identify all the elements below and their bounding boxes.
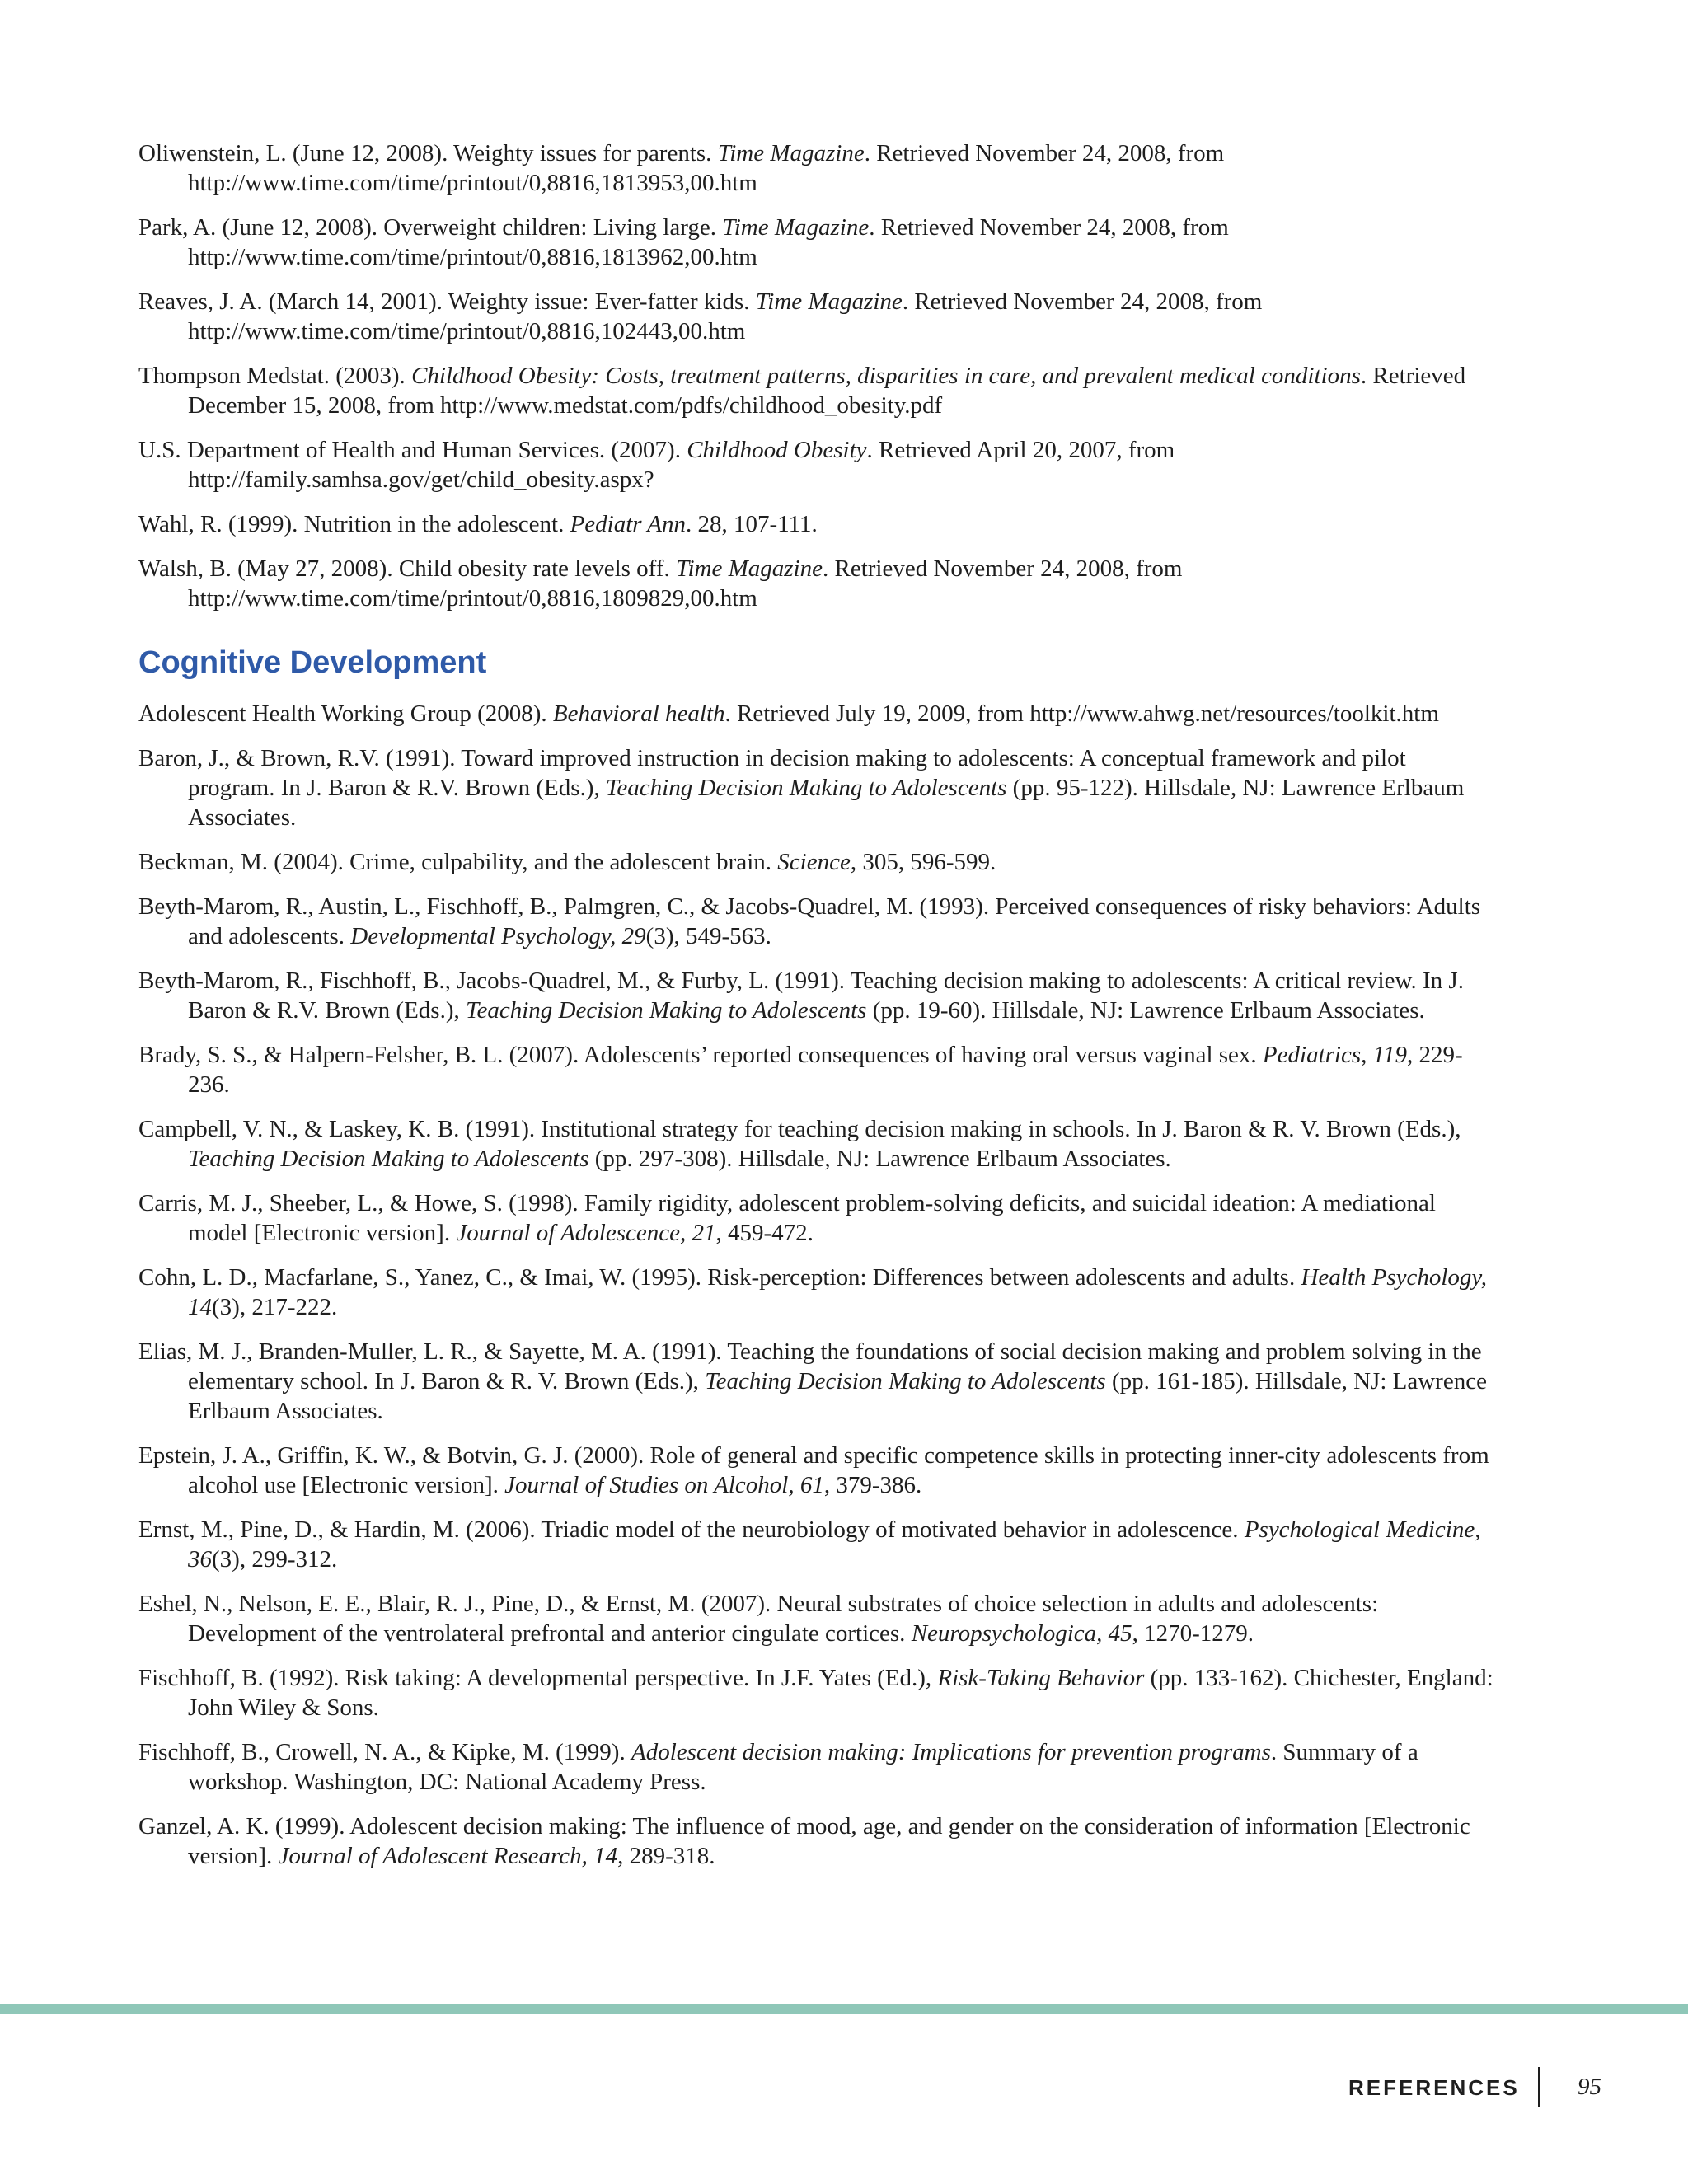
reference-entry: Carris, M. J., Sheeber, L., & Howe, S. (1998). Family rigidity, adolescent problem-solving deficits, and suicidal ideation: A mediational model [Electronic version]. Journal of Adolescence, 21, 459-472. <box>138 1190 1436 1246</box>
reference-entry: Fischhoff, B. (1992). Risk taking: A developmental perspective. In J.F. Yates (Ed.), Risk-Taking Behavior (pp. 133-162). Chichester, England: John Wiley & Sons. <box>138 1665 1493 1721</box>
reference-entry: Reaves, J. A. (March 14, 2001). Weighty issue: Ever-fatter kids. Time Magazine. Retrieved November 24, 2008, from http://www.time.com/time/printout/0,8816,102443,00.htm <box>138 288 1263 344</box>
reference-entry: Beckman, M. (2004). Crime, culpability, and the adolescent brain. Science, 305, 596-599. <box>138 849 996 875</box>
footer-section-label: REFERENCES <box>1348 2075 1520 2100</box>
footer-accent-bar <box>0 2004 1688 2014</box>
reference-entry: Thompson Medstat. (2003). Childhood Obesity: Costs, treatment patterns, disparities in care, and prevalent medical conditions. Retrieved December 15, 2008, from http://www.medstat.com/pdfs/childhood_obesity.pdf <box>138 363 1466 419</box>
footer-divider <box>1538 2067 1540 2107</box>
reference-entry: Brady, S. S., & Halpern-Felsher, B. L. (2007). Adolescents’ reported consequences of having oral versus vaginal sex. Pediatrics, 119, 229-236. <box>138 1042 1463 1098</box>
reference-entry: Ganzel, A. K. (1999). Adolescent decision making: The influence of mood, age, and gender on the consideration of information [Electronic version]. Journal of Adolescent Research, 14, 289-318. <box>138 1813 1470 1869</box>
reference-entry: Park, A. (June 12, 2008). Overweight children: Living large. Time Magazine. Retrieved November 24, 2008, from http://www.time.com/time/printout/0,8816,1813962,00.htm <box>138 214 1229 270</box>
reference-list-cognitive <box>138 699 1498 1886</box>
reference-entry: Adolescent Health Working Group (2008). Behavioral health. Retrieved July 19, 2009, from http://www.ahwg.net/resources/toolkit.htm <box>138 701 1439 727</box>
reference-entry: Elias, M. J., Branden-Muller, L. R., & Sayette, M. A. (1991). Teaching the foundations of social decision making and problem solving in the elementary school. In J. Baron & R. V. Brown (Eds.), Teaching Decision Making to Adolescents (pp. 161-185). Hillsdale, NJ: Lawrence Erlbaum Associates. <box>138 1338 1487 1424</box>
section-heading: Cognitive Development <box>138 645 487 680</box>
reference-entry: Fischhoff, B., Crowell, N. A., & Kipke, M. (1999). Adolescent decision making: Implications for prevention programs. Summary of a workshop. Washington, DC: National Academy Press. <box>138 1739 1418 1795</box>
reference-entry: Baron, J., & Brown, R.V. (1991). Toward improved instruction in decision making to adolescents: A conceptual framework and pilot program. In J. Baron & R.V. Brown (Eds.), Teaching Decision Making to Adolescents (pp. 95-122). Hillsdale, NJ: Lawrence Erlbaum Associates. <box>138 745 1465 831</box>
page-number: 95 <box>1578 2074 1601 2100</box>
reference-entry: Oliwenstein, L. (June 12, 2008). Weighty issues for parents. Time Magazine. Retrieved November 24, 2008, from http://www.time.com/time/printout/0,8816,1813953,00.htm <box>138 140 1225 196</box>
reference-entry: Beyth-Marom, R., Fischhoff, B., Jacobs-Quadrel, M., & Furby, L. (1991). Teaching decision making to adolescents: A critical review. In J. Baron & R.V. Brown (Eds.), Teaching Decision Making to Adolescents (pp. 19-60). Hillsdale, NJ: Lawrence Erlbaum Associates. <box>138 968 1464 1024</box>
reference-entry: U.S. Department of Health and Human Services. (2007). Childhood Obesity. Retrieved April 20, 2007, from http://family.samhsa.gov/get/child_obesity.aspx? <box>138 437 1175 493</box>
reference-entry: Campbell, V. N., & Laskey, K. B. (1991). Institutional strategy for teaching decision making in schools. In J. Baron & R. V. Brown (Eds.), Teaching Decision Making to Adolescents (pp. 297-308). Hillsdale, NJ: Lawrence Erlbaum Associates. <box>138 1116 1461 1172</box>
reference-entry: Eshel, N., Nelson, E. E., Blair, R. J., Pine, D., & Ernst, M. (2007). Neural substrates of choice selection in adults and adolescents: Development of the ventrolateral prefrontal and anterior cingulate cortices. Neuropsychologica, 45, 1270-1279. <box>138 1591 1379 1647</box>
reference-list-obesity <box>138 138 1498 628</box>
reference-entry: Epstein, J. A., Griffin, K. W., & Botvin, G. J. (2000). Role of general and specific competence skills in protecting inner-city adolescents from alcohol use [Electronic version]. Journal of Studies on Alcohol, 61, 379-386. <box>138 1442 1489 1498</box>
reference-entry: Walsh, B. (May 27, 2008). Child obesity rate levels off. Time Magazine. Retrieved November 24, 2008, from http://www.time.com/time/printout/0,8816,1809829,00.htm <box>138 555 1183 612</box>
reference-entry: Beyth-Marom, R., Austin, L., Fischhoff, B., Palmgren, C., & Jacobs-Quadrel, M. (1993). Perceived consequences of risky behaviors: Adults and adolescents. Developmental Psychology, 29(3), 549-563. <box>138 893 1481 949</box>
reference-entry: Ernst, M., Pine, D., & Hardin, M. (2006). Triadic model of the neurobiology of motivated behavior in adolescence. Psychological Medicine, 36(3), 299-312. <box>138 1516 1481 1572</box>
reference-entry: Wahl, R. (1999). Nutrition in the adolescent. Pediatr Ann. 28, 107-111. <box>138 511 818 537</box>
reference-entry: Cohn, L. D., Macfarlane, S., Yanez, C., & Imai, W. (1995). Risk-perception: Differences between adolescents and adults. Health Psychology, 14(3), 217-222. <box>138 1264 1487 1320</box>
